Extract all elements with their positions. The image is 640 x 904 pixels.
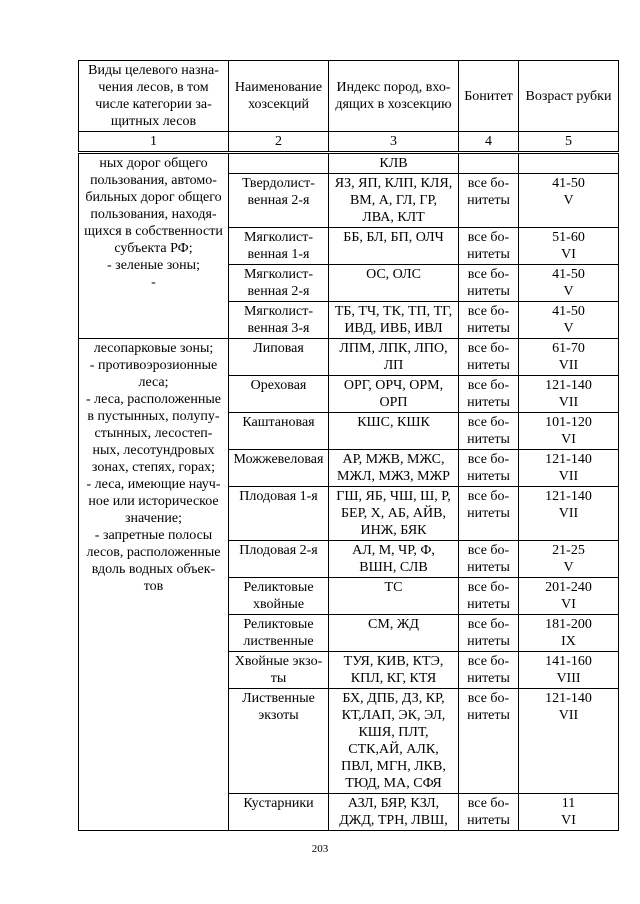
section-name-cell [229,413,329,450]
column-number: 2 [229,132,329,153]
text-line: все бо- [467,543,510,558]
species-index-cell [329,615,459,652]
section-name-cell [229,615,329,652]
text-line: КШЯ, ПЛТ, [358,725,429,740]
text-line: ОС, ОЛС [366,267,421,282]
text-line: 121-140 [545,489,592,504]
text-line: ЛП [383,358,404,373]
text-line: щихся в собственности [84,224,223,239]
text-line: нитеты [467,597,510,612]
section-name-cell [229,450,329,487]
text-line: 201-240 [545,580,592,595]
text-line: VII [558,469,579,484]
text-line: нитеты [467,469,510,484]
header-species-index [329,61,459,132]
cutting-age-cell [519,174,619,228]
text-line: КТ,ЛАП, ЭК, ЭЛ, [341,708,446,723]
text-line: VI [561,813,576,828]
text-line: БЕР, Х, АБ, АЙВ, [341,506,446,521]
text-line: хвойные [252,597,305,612]
text-line: субъекта РФ; [114,241,193,256]
text-line: 181-200 [545,617,592,632]
text-line: ИНЖ, БЯК [360,523,427,538]
text-line: ных дорог общего [99,156,208,171]
text-line: ЯЗ, ЯП, КЛП, КЛЯ, [334,176,453,191]
text-line: Хвойные экзо- [234,654,323,669]
text-line: все бо- [467,267,510,282]
header-row [79,61,619,132]
text-line: Индекс пород, вхо- [336,80,451,95]
text-line: КШС, КШК [357,415,430,430]
bonitet-cell [459,174,519,228]
text-line: Кустарники [243,796,314,811]
section-name-cell [229,652,329,689]
column-number: 1 [79,132,229,153]
species-index-cell [329,339,459,376]
text-line: Реликтовые [243,617,314,632]
cutting-age-cell [519,153,619,174]
text-line: КЛВ [379,156,408,171]
text-line: VII [558,358,579,373]
text-line: Плодовая 2-я [239,543,318,558]
text-line: VI [561,247,576,262]
species-index-cell [329,450,459,487]
text-line: вдоль водных объек- [91,562,216,577]
species-index-cell [329,487,459,541]
text-line: все бо- [467,378,510,393]
table-row [79,339,619,376]
bonitet-cell [459,578,519,615]
bonitet-cell [459,487,519,541]
section-name-cell [229,376,329,413]
section-name-cell [229,578,329,615]
cutting-age-cell [519,487,619,541]
text-line: ИВД, ИВБ, ИВЛ [344,321,443,336]
text-line: нитеты [467,395,510,410]
cutting-age-cell [519,302,619,339]
text-line: ПВЛ, МГН, ЛКВ, [341,759,446,774]
text-line: VI [561,432,576,447]
text-line: ТЮД, МА, СФЯ [345,776,442,791]
section-name-cell [229,174,329,228]
text-line: в пустынных, полупу- [87,409,220,424]
column-number-row [79,132,619,153]
text-line: нитеты [467,247,510,262]
text-line: все бо- [467,304,510,319]
species-index-cell [329,689,459,794]
text-line: АЗЛ, БЯР, КЗЛ, [347,796,440,811]
text-line: VIII [556,671,581,686]
text-line: Мягколист- [243,230,313,245]
text-line: Липовая [253,341,304,356]
species-index-cell [329,794,459,831]
text-line: ОРП [379,395,408,410]
text-line: все бо- [467,230,510,245]
text-line: хозсекций [248,97,309,112]
bonitet-cell [459,615,519,652]
text-line: - леса, имеющие науч- [86,477,221,492]
text-line: все бо- [467,489,510,504]
text-line: леса; [138,375,169,390]
species-index-cell [329,265,459,302]
text-line: Лиственные [242,691,315,706]
text-line: 61-70 [552,341,585,356]
text-line: все бо- [467,341,510,356]
text-line: Ореховая [250,378,307,393]
text-line: Виды целевого назна- [88,63,219,78]
species-index-cell [329,228,459,265]
cutting-age-cell [519,652,619,689]
bonitet-cell [459,302,519,339]
text-line: Наименование [234,80,323,95]
text-line: АР, МЖВ, МЖС, [342,452,445,467]
text-line: VI [561,597,576,612]
text-line: - запретные полосы [94,528,213,543]
text-line: нитеты [467,358,510,373]
text-line: нитеты [467,432,510,447]
text-line: все бо- [467,796,510,811]
bonitet-cell [459,228,519,265]
species-index-cell [329,153,459,174]
text-line: ГШ, ЯБ, ЧШ, Ш, Р, [336,489,451,504]
bonitet-cell [459,794,519,831]
text-line: щитных лесов [110,114,197,129]
text-line: ТС [384,580,403,595]
text-line: 121-140 [545,452,592,467]
text-line: 11 [561,796,576,811]
species-index-cell [329,578,459,615]
text-line: все бо- [467,452,510,467]
text-line: экзоты [258,708,299,723]
text-line: 141-160 [545,654,592,669]
text-line: лесов, расположенные [86,545,221,560]
text-line: нитеты [467,560,510,575]
text-line: ДЖД, ТРН, ЛВШ, [339,813,448,828]
text-line: Каштановая [242,415,315,430]
cutting-age-cell [519,578,619,615]
cutting-age-cell [519,265,619,302]
text-line: ное или историческое [88,494,219,509]
section-name-cell [229,302,329,339]
cutting-age-cell [519,450,619,487]
text-line: нитеты [467,708,510,723]
text-line: венная 3-я [247,321,310,336]
text-line: 41-50 [552,176,585,191]
section-name-cell [229,794,329,831]
text-line: все бо- [467,654,510,669]
text-line: венная 2-я [247,193,310,208]
text-line: ных, лесотундровых [92,443,215,458]
text-line: нитеты [467,284,510,299]
text-line: дящих в хозсекцию [335,97,452,112]
text-line: КПЛ, КГ, КТЯ [350,671,437,686]
header-cutting-age: Возраст рубки [519,61,619,132]
text-line: нитеты [467,193,510,208]
text-line: значение; [124,511,183,526]
text-line: V [563,284,574,299]
text-line: лесопарковые зоны; [93,341,214,356]
species-index-cell [329,652,459,689]
bonitet-cell [459,652,519,689]
text-line: Твердолист- [242,176,315,191]
text-line: чения лесов, в том [98,80,209,95]
purpose-group-1 [79,153,229,339]
species-index-cell [329,413,459,450]
text-line: нитеты [467,506,510,521]
text-line: ВМ, А, ГЛ, ГР, [349,193,438,208]
text-line: ты [270,671,287,686]
cutting-age-cell [519,376,619,413]
header-section-name [229,61,329,132]
bonitet-cell [459,339,519,376]
text-line: стынных, лесостеп- [94,426,213,441]
forest-sections-table [78,60,619,831]
table-row [79,153,619,174]
text-line: 51-60 [552,230,585,245]
text-line: зонах, степях, горах; [91,460,216,475]
species-index-cell [329,174,459,228]
bonitet-cell [459,153,519,174]
cutting-age-cell [519,794,619,831]
section-name-cell [229,339,329,376]
bonitet-cell [459,450,519,487]
text-line: VII [558,506,579,521]
section-name-cell [229,689,329,794]
text-line: ВШН, СЛВ [359,560,428,575]
section-name-cell [229,487,329,541]
text-line: Реликтовые [243,580,314,595]
text-line: - [151,275,156,290]
text-line: - леса, расположенные [86,392,221,407]
text-line: СТК,АЙ, АЛК, [348,742,439,757]
text-line: числе категории за- [95,97,212,112]
text-line: - противоэрозионные [89,358,218,373]
text-line: Плодовая 1-я [239,489,318,504]
bonitet-cell [459,413,519,450]
text-line: IX [561,634,576,649]
text-line: все бо- [467,415,510,430]
column-number: 5 [519,132,619,153]
text-line: Можжевеловая [233,452,324,467]
text-line: VII [558,708,579,723]
column-number: 3 [329,132,459,153]
cutting-age-cell [519,228,619,265]
bonitet-cell [459,541,519,578]
header-purpose [79,61,229,132]
text-line: лиственные [243,634,314,649]
text-line: все бо- [467,580,510,595]
text-line: ТУЯ, КИВ, КТЭ, [343,654,444,669]
text-line: - зеленые зоны; [107,258,200,273]
text-line: V [563,560,574,575]
bonitet-cell [459,376,519,413]
species-index-cell [329,376,459,413]
text-line: пользования, находя- [90,207,217,222]
text-line: бильных дорог общего [85,190,222,205]
text-line: АЛ, М, ЧР, Ф, [352,543,435,558]
species-index-cell [329,302,459,339]
header-bonitet: Бонитет [459,61,519,132]
section-name-cell [229,228,329,265]
page-number: 203 [311,843,329,855]
section-name-cell [229,541,329,578]
text-line: V [563,193,574,208]
text-line: все бо- [467,617,510,632]
text-line: ТБ, ТЧ, ТК, ТП, ТГ, [334,304,453,319]
cutting-age-cell [519,413,619,450]
text-line: нитеты [467,671,510,686]
text-line: 101-120 [545,415,592,430]
text-line: все бо- [467,176,510,191]
text-line: 41-50 [552,267,585,282]
species-index-cell [329,541,459,578]
text-line: Мягколист- [243,267,313,282]
text-line: Мягколист- [243,304,313,319]
text-line: ББ, БЛ, БП, ОЛЧ [343,230,444,245]
bonitet-cell [459,689,519,794]
text-line: МЖЛ, МЖЗ, МЖР [337,469,450,484]
text-line: пользования, автомо- [90,173,217,188]
section-name-cell [229,265,329,302]
text-line: VII [558,395,579,410]
text-line: ОРГ, ОРЧ, ОРМ, [343,378,444,393]
section-name-cell [229,153,329,174]
text-line: 121-140 [545,378,592,393]
text-line: ЛПМ, ЛПК, ЛПО, [339,341,448,356]
cutting-age-cell [519,541,619,578]
cutting-age-cell [519,615,619,652]
column-number: 4 [459,132,519,153]
cutting-age-cell [519,689,619,794]
text-line: венная 1-я [247,247,310,262]
text-line: все бо- [467,691,510,706]
text-line: нитеты [467,634,510,649]
text-line: 41-50 [552,304,585,319]
text-line: 21-25 [552,543,585,558]
text-line: V [563,321,574,336]
text-line: нитеты [467,321,510,336]
bonitet-cell [459,265,519,302]
text-line: нитеты [467,813,510,828]
text-line: БХ, ДПБ, ДЗ, КР, [342,691,445,706]
cutting-age-cell [519,339,619,376]
text-line: СМ, ЖД [368,617,419,632]
text-line: ЛВА, КЛТ [362,210,425,225]
purpose-group-2 [79,339,229,831]
text-line: 121-140 [545,691,592,706]
text-line: венная 2-я [247,284,310,299]
text-line: тов [143,579,164,594]
